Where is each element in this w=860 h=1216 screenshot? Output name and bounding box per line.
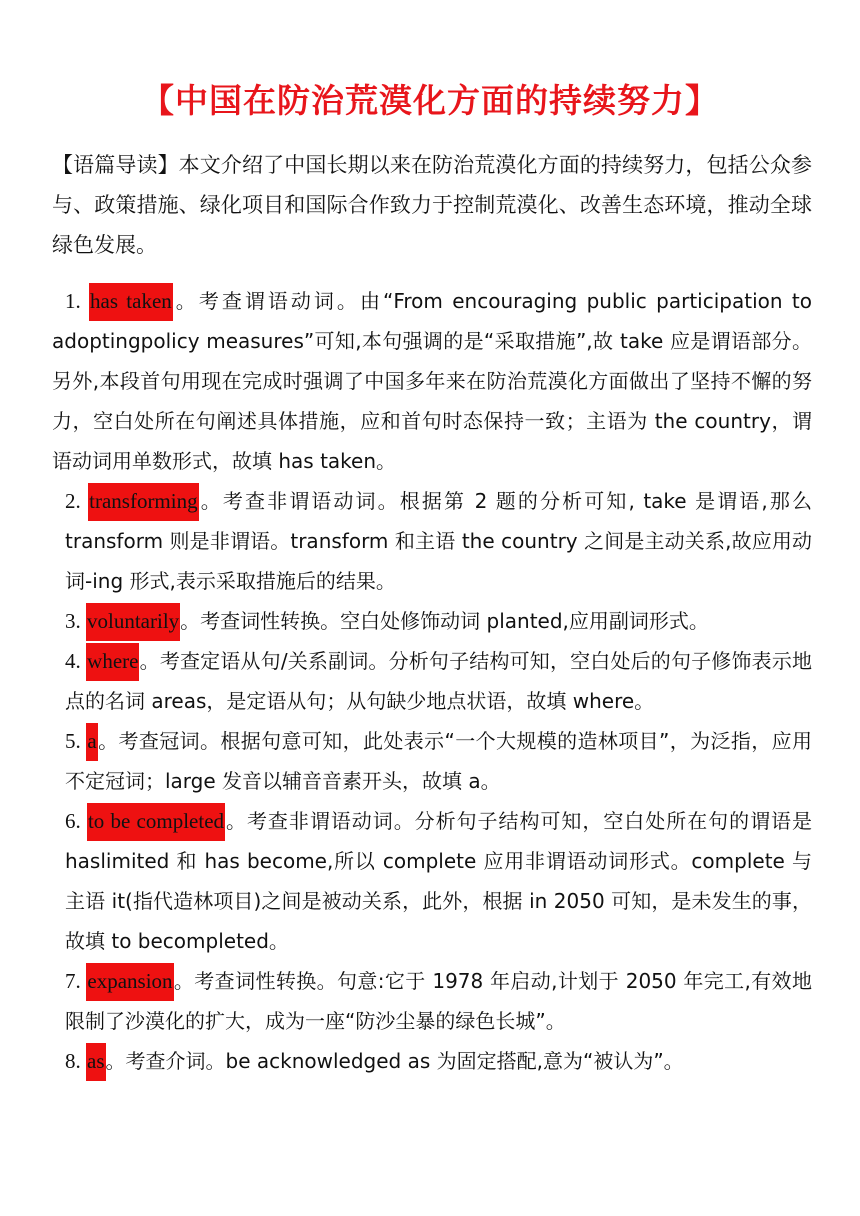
item-number: 1. [65,289,81,313]
answer-highlight: expansion [86,963,173,1001]
answer-explanation: 。考查非谓语动词。分析句子结构可知，空白处所在句的谓语是 haslimited 和 has become,所以 complete 应用非谓语动词形式。complete 与主语 it(指代造林项目)之间是被动关系，此外，根据 in 2050 可知，是未发生的事，故填 to becompleted。 [65,809,813,953]
item-number: 5. [65,729,81,753]
item-number: 7. [65,969,81,993]
answer-highlight: has taken [89,283,173,321]
answer-item-4 [52,641,812,721]
answer-item-2 [52,481,812,601]
item-number: 8. [65,1049,81,1073]
answer-explanation: 。考查介词。be acknowledged as 为固定搭配,意为“被认为”。 [105,1049,684,1073]
guide-intro: 【语篇导读】本文介绍了中国长期以来在防治荒漠化方面的持续努力，包括公众参与、政策措施、绿化项目和国际合作致力于控制荒漠化、改善生态环境，推动全球绿色发展。 [52,153,812,257]
answer-highlight: to be completed [87,803,225,841]
answer-explanation: 。考查非谓语动词。根据第 2 题的分析可知, take 是谓语,那么 transform 则是非谓语。transform 和主语 the country 之间是主动关系,故应用动词-ing 形式,表示采取措施后的结果。 [65,489,813,593]
answer-explanation: 。考查谓语动词。由“From encouraging public participation to adoptingpolicy measures”可知,本句强调的是“采取措施”,故 take 应是谓语部分。另外,本段首句用现在完成时强调了中国多年来在防治荒漠化方面做出了坚持不懈的努力，空白处所在句阐述具体措施，应和首句时态保持一致；主语为 the country，谓语动词用单数形式，故填 has taken。 [52,289,812,473]
answer-highlight: voluntarily [86,603,180,641]
answer-explanation: 。考查词性转换。句意:它于 1978 年启动,计划于 2050 年完工,有效地限制了沙漠化的扩大，成为一座“防沙尘暴的绿色长城”。 [65,969,813,1033]
answer-item-5 [52,721,812,801]
answer-item-6 [52,801,812,961]
item-number: 4. [65,649,81,673]
page-title: 【中国在防治荒漠化方面的持续努力】 [141,81,719,120]
answer-item-8 [52,1041,812,1081]
answer-item-7 [52,961,812,1041]
answer-list [52,281,812,1081]
answer-highlight: a [86,723,97,761]
item-number: 3. [65,609,81,633]
answer-item-3 [52,601,812,641]
answer-highlight: as [86,1043,106,1081]
item-number: 2. [65,489,81,513]
answer-highlight: where [86,643,139,681]
answer-explanation: 。考查词性转换。空白处修饰动词 planted,应用副词形式。 [180,609,709,633]
answer-highlight: transforming [88,483,198,521]
answer-item-1 [52,281,812,481]
item-number: 6. [65,809,81,833]
answer-explanation: 。考查定语从句/关系副词。分析句子结构可知，空白处后的句子修饰表示地点的名词 areas，是定语从句；从句缺少地点状语，故填 where。 [65,649,812,713]
answer-explanation: 。考查冠词。根据句意可知，此处表示“一个大规模的造林项目”，为泛指，应用不定冠词；large 发音以辅音音素开头，故填 a。 [65,729,813,793]
